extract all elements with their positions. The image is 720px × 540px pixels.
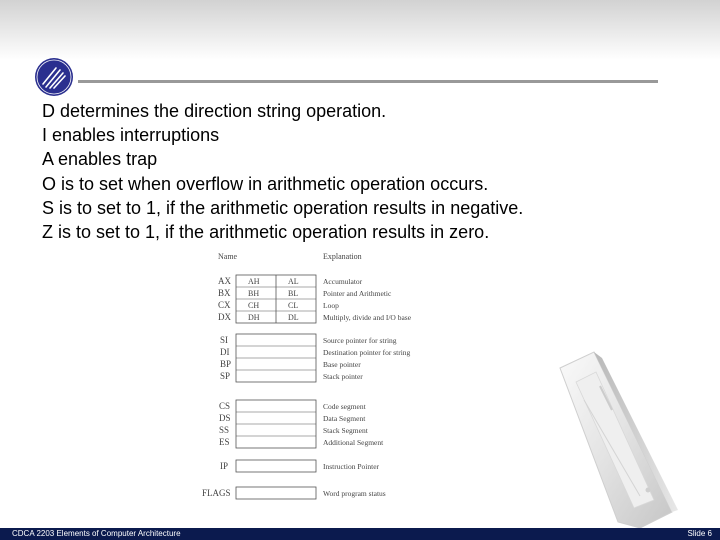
reg-name-es: ES: [219, 437, 230, 447]
reg-name-flags: FLAGS: [202, 488, 231, 498]
reg-exp-ds: Data Segment: [323, 414, 366, 423]
reg-exp-flags: Word program status: [323, 489, 386, 498]
reg-name-cs: CS: [219, 401, 231, 411]
reg-exp-cx: Loop: [323, 301, 339, 310]
bullet-direction-flag: D determines the direction string operation.: [42, 101, 387, 121]
reg-al: AL: [288, 277, 299, 286]
reg-name-bp: BP: [220, 359, 232, 369]
reg-exp-ax: Accumulator: [323, 277, 363, 286]
reg-name-sp: SP: [220, 371, 231, 381]
reg-exp-di: Destination pointer for string: [323, 348, 411, 357]
reg-ch: CH: [248, 301, 260, 310]
university-logo-icon: [34, 57, 74, 97]
bullet-list: [42, 99, 662, 244]
reg-exp-es: Additional Segment: [323, 438, 384, 447]
reg-ah: AH: [248, 277, 260, 286]
reg-exp-bp: Base pointer: [323, 360, 361, 369]
reg-cl: CL: [288, 301, 299, 310]
reg-dh: DH: [248, 313, 260, 322]
bullet-overflow-flag: O is to set when overflow in arithmetic operation occurs.: [42, 173, 489, 194]
reg-exp-dx: Multiply, divide and I/O base: [323, 313, 412, 322]
reg-name-ip: IP: [220, 461, 229, 471]
pointer-registers: [220, 334, 411, 382]
footer-course-title: CDCA 2203 Elements of Computer Architecture: [12, 529, 181, 538]
reg-exp-ip: Instruction Pointer: [323, 462, 380, 471]
figure-header-name: Name: [218, 252, 238, 261]
reg-bh: BH: [248, 289, 260, 298]
reg-name-ax: AX: [218, 276, 231, 286]
reg-name-cx: CX: [218, 300, 231, 310]
reg-name-di: DI: [220, 347, 230, 357]
footer-bar: [0, 528, 720, 540]
reg-name-dx: DX: [218, 312, 231, 322]
figure-header-explanation: Explanation: [323, 252, 362, 261]
header-gradient-band: [0, 0, 720, 60]
reg-name-ss: SS: [219, 425, 230, 435]
bullet-zero-flag: Z is to set to 1, if the arithmetic operation results in zero.: [42, 222, 490, 243]
reg-bl: BL: [288, 289, 299, 298]
reg-exp-sp: Stack pointer: [323, 372, 363, 381]
bullet-trap-flag: A enables trap: [42, 149, 158, 170]
reg-name-ds: DS: [219, 413, 231, 423]
general-registers: [218, 275, 412, 323]
reg-name-bx: BX: [218, 288, 231, 298]
instruction-pointer: [220, 460, 380, 472]
flags-register: [202, 487, 386, 499]
bullet-interrupt-flag: I enables interruptions: [42, 125, 220, 146]
reg-dl: DL: [288, 313, 299, 322]
bullet-sign-flag: S is to set to 1, if the arithmetic operation results in negative.: [42, 197, 524, 218]
reg-exp-bx: Pointer and Arithmetic: [323, 289, 392, 298]
footer-slide-number: Slide 6: [687, 529, 712, 538]
reg-name-si: SI: [220, 335, 229, 345]
reg-exp-si: Source pointer for string: [323, 336, 397, 345]
segment-registers: [219, 400, 384, 448]
reg-exp-ss: Stack Segment: [323, 426, 368, 435]
device-illustration: [536, 340, 720, 528]
register-diagram: [196, 247, 456, 505]
reg-exp-cs: Code segment: [323, 402, 366, 411]
title-divider: [78, 80, 658, 83]
